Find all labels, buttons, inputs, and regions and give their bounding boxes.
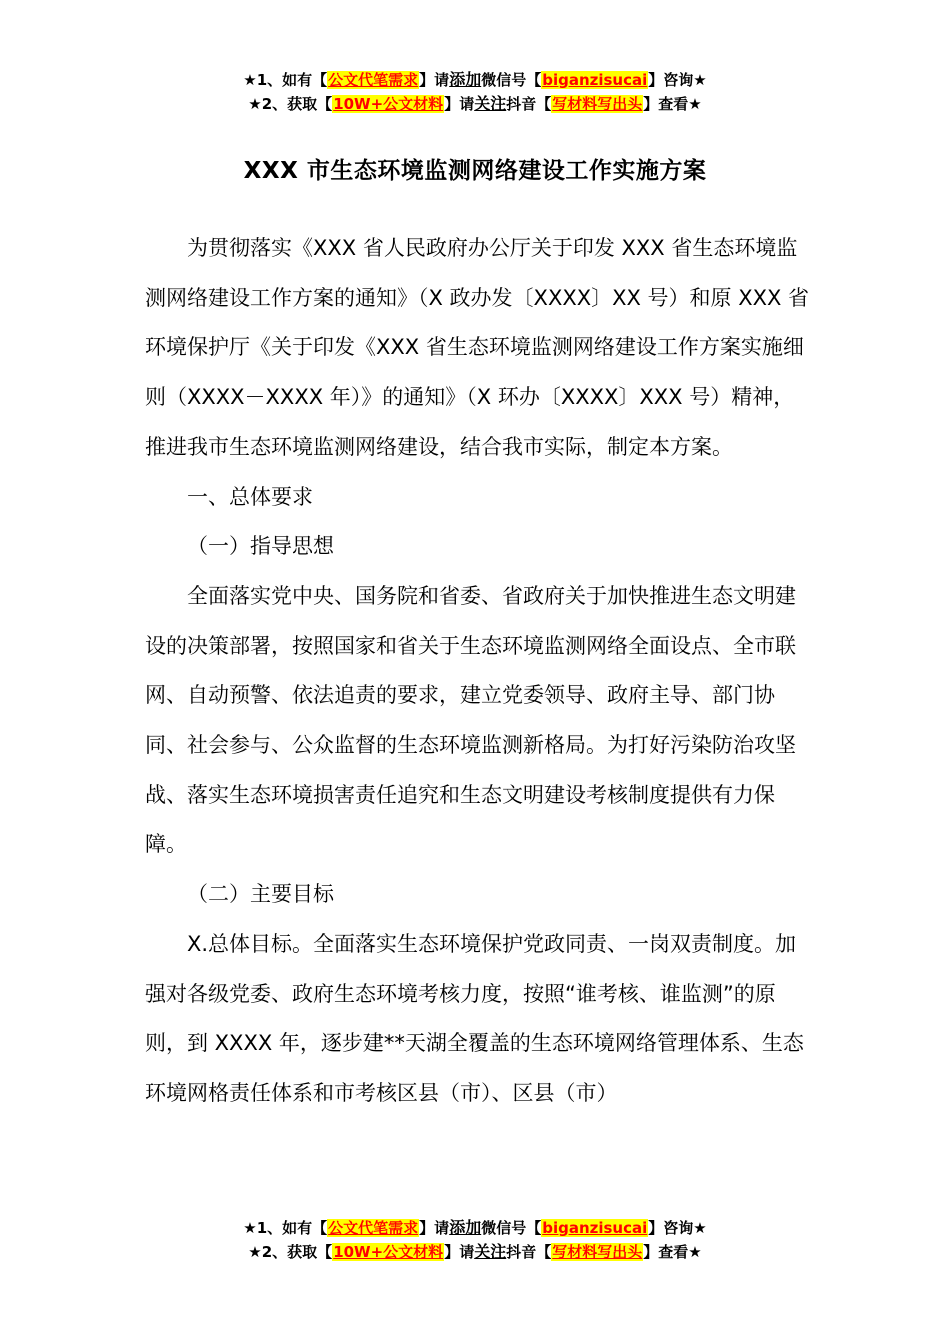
highlight-text: 写材料写出头	[552, 95, 643, 113]
section-heading: 一、总体要求	[187, 484, 313, 509]
banner-text: 】请	[444, 95, 475, 113]
banner-text: 】查看★	[643, 95, 702, 113]
banner-text: 抖音【	[506, 95, 552, 113]
banner-text: 】查看★	[643, 1243, 702, 1261]
banner-text: 微信号【	[481, 71, 542, 89]
header-banner-top	[0, 68, 950, 116]
highlight-text: 10W+公文材料	[333, 95, 444, 113]
banner-text: ★1、如有【	[243, 71, 328, 89]
paragraph-overall-goal: X.总体目标。全面落实生态环境保护党政同责、一岗双责制度。加强对各级党委、政府生态环境考核力度，按照“谁考核、谁监测”的原则，到 XXXX 年，逐步建**天湖全覆盖的生态环境网络管理体系、生态环境网格责任体系和市考核区县（市）、区县（市）	[145, 931, 804, 1105]
banner-text: 】咨询★	[648, 71, 707, 89]
highlight-text: 10W+公文材料	[333, 1243, 444, 1261]
banner-line-1	[0, 1216, 950, 1240]
document-title: XXX 市生态环境监测网络建设工作实施方案	[243, 158, 707, 184]
emphasis-text: 关注	[474, 1242, 507, 1261]
subsection-heading: （二）主要目标	[187, 882, 334, 907]
highlight-text: biganzisucai	[542, 1219, 648, 1237]
banner-text: 】请	[444, 1243, 475, 1261]
banner-line-2	[0, 92, 950, 116]
banner-text: 】请	[419, 1219, 450, 1237]
banner-text: ★2、获取【	[248, 95, 333, 113]
emphasis-text: 关注	[474, 94, 507, 113]
banner-text: 】请	[419, 71, 450, 89]
highlight-text: 公文代笔需求	[328, 71, 419, 89]
banner-line-2	[0, 1240, 950, 1264]
emphasis-text: 添加	[449, 70, 482, 89]
highlight-text: biganzisucai	[542, 71, 648, 89]
banner-text: 】咨询★	[648, 1219, 707, 1237]
banner-line-1	[0, 68, 950, 92]
document-body	[145, 224, 813, 1119]
banner-text: ★1、如有【	[243, 1219, 328, 1237]
emphasis-text: 添加	[449, 1218, 482, 1237]
paragraph-intro: 为贯彻落实《XXX 省人民政府办公厅关于印发 XXX 省生态环境监测网络建设工作方案的通知》（X 政办发〔XXXX〕XX 号）和原 XXX 省环境保护厅《关于印发《XXX 省生态环境监测网络建设工作方案实施细则（XXXX－XXXX 年）》的通知》（X 环办〔XXXX〕XXX 号）精神，推进我市生态环境监测网络建设，结合我市实际，制定本方案。	[145, 236, 810, 459]
header-banner-bottom	[0, 1216, 950, 1264]
subsection-heading: （一）指导思想	[187, 534, 334, 559]
banner-text: ★2、获取【	[248, 1243, 333, 1261]
paragraph-guiding-ideology: 全面落实党中央、国务院和省委、省政府关于加快推进生态文明建设的决策部署，按照国家和省关于生态环境监测网络全面设点、全市联网、自动预警、依法追责的要求，建立党委领导、政府主导、部门协同、社会参与、公众监督的生态环境监测新格局。为打好污染防治攻坚战、落实生态环境损害责任追究和生态文明建设考核制度提供有力保障。	[145, 583, 796, 857]
banner-text: 微信号【	[481, 1219, 542, 1237]
highlight-text: 写材料写出头	[552, 1243, 643, 1261]
banner-text: 抖音【	[506, 1243, 552, 1261]
highlight-text: 公文代笔需求	[328, 1219, 419, 1237]
